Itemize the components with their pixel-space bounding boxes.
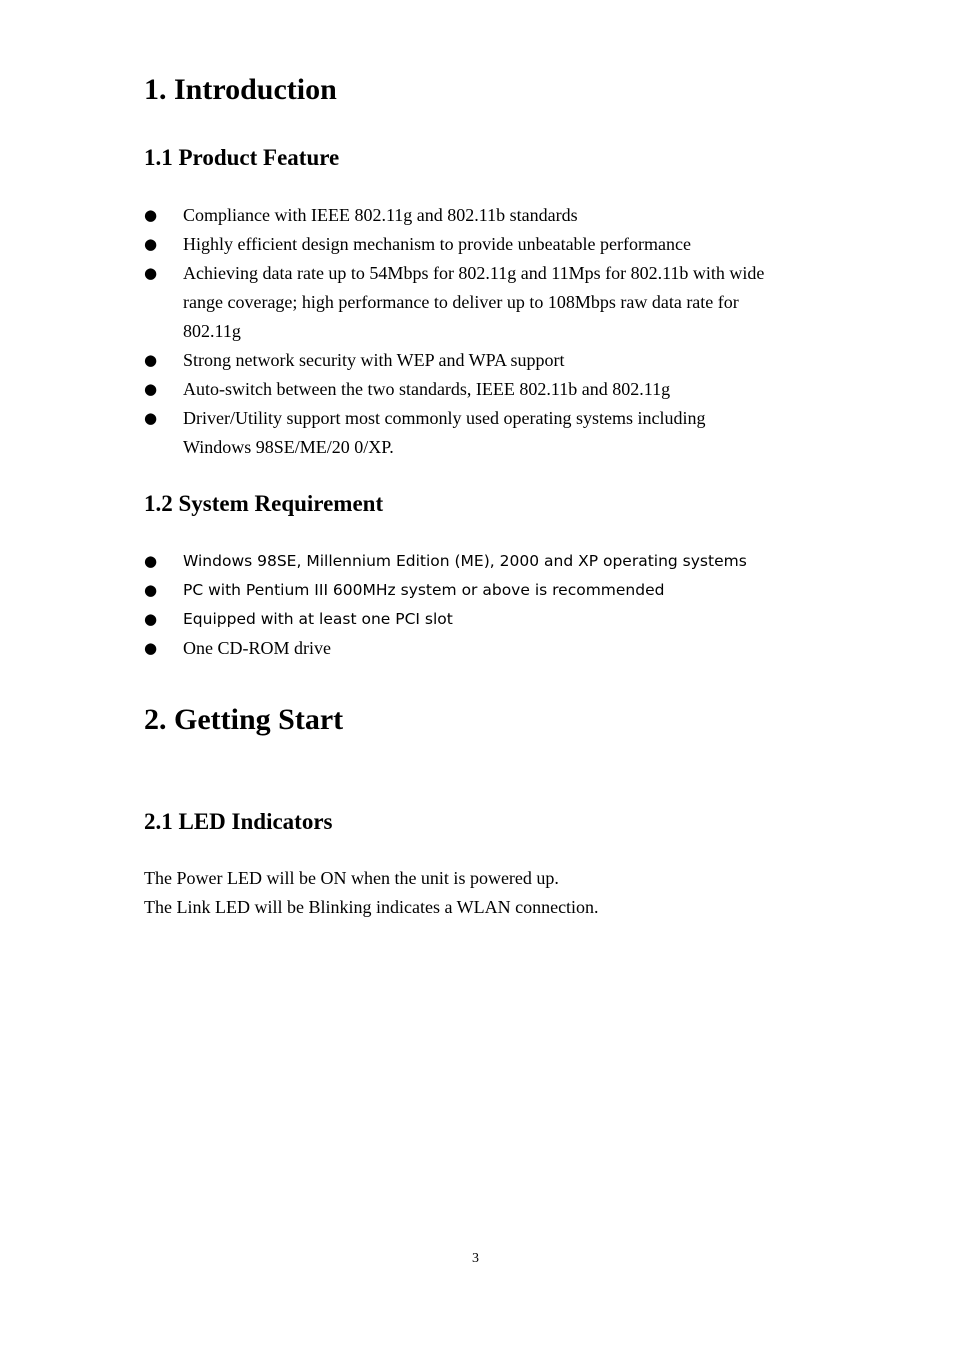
bullet-icon: ●	[144, 264, 158, 282]
list-item	[144, 346, 764, 375]
system-requirement-list	[144, 547, 747, 663]
led-line-power: The Power LED will be ON when the unit is powered up.	[144, 868, 559, 888]
bullet-icon: ●	[144, 206, 158, 224]
list-item	[144, 259, 764, 346]
list-item-text: Windows 98SE/ME/20 0/XP.	[183, 437, 394, 457]
list-item	[144, 634, 747, 663]
product-feature-list	[144, 201, 764, 462]
list-item-text: One CD-ROM drive	[183, 638, 331, 658]
list-item-text: Driver/Utility support most commonly used operating systems including	[183, 408, 706, 428]
bullet-icon: ●	[144, 610, 158, 628]
subsection-1-2-heading: 1.2 System Requirement	[144, 491, 384, 516]
bullet-icon: ●	[144, 409, 158, 427]
led-paragraph	[144, 864, 599, 922]
list-item	[144, 375, 764, 404]
list-item-text: Compliance with IEEE 802.11g and 802.11b standards	[183, 205, 578, 225]
list-item-text: Auto-switch between the two standards, IEEE 802.11b and 802.11g	[183, 379, 671, 399]
list-item-text: Highly efficient design mechanism to provide unbeatable performance	[183, 234, 691, 254]
section-1-heading: 1. Introduction	[144, 73, 337, 106]
bullet-icon: ●	[144, 380, 158, 398]
list-item	[144, 576, 747, 605]
list-item-text: Equipped with at least one PCI slot	[183, 610, 453, 628]
list-item-text: Achieving data rate up to 54Mbps for 802.11g and 11Mps for 802.11b with wide	[183, 263, 765, 283]
list-item	[144, 404, 764, 462]
list-item-text: Windows 98SE, Millennium Edition (ME), 2000 and XP operating systems	[183, 552, 747, 570]
list-item-text: range coverage; high performance to deliver up to 108Mbps raw data rate for	[183, 292, 739, 312]
bullet-icon: ●	[144, 552, 158, 570]
list-item	[144, 230, 764, 259]
list-item-text: 802.11g	[183, 321, 241, 341]
subsection-2-1-heading: 2.1 LED Indicators	[144, 809, 333, 834]
list-item	[144, 605, 747, 634]
list-item-text: Strong network security with WEP and WPA support	[183, 350, 565, 370]
bullet-icon: ●	[144, 351, 158, 369]
led-line-link: The Link LED will be Blinking indicates a WLAN connection.	[144, 897, 599, 917]
list-item	[144, 547, 747, 576]
subsection-1-1-heading: 1.1 Product Feature	[144, 145, 340, 170]
list-item	[144, 201, 764, 230]
bullet-icon: ●	[144, 581, 158, 599]
page-number: 3	[472, 1251, 479, 1266]
list-item-text: PC with Pentium III 600MHz system or above is recommended	[183, 581, 665, 599]
bullet-icon: ●	[144, 639, 158, 657]
section-2-heading: 2. Getting Start	[144, 703, 344, 736]
bullet-icon: ●	[144, 235, 158, 253]
